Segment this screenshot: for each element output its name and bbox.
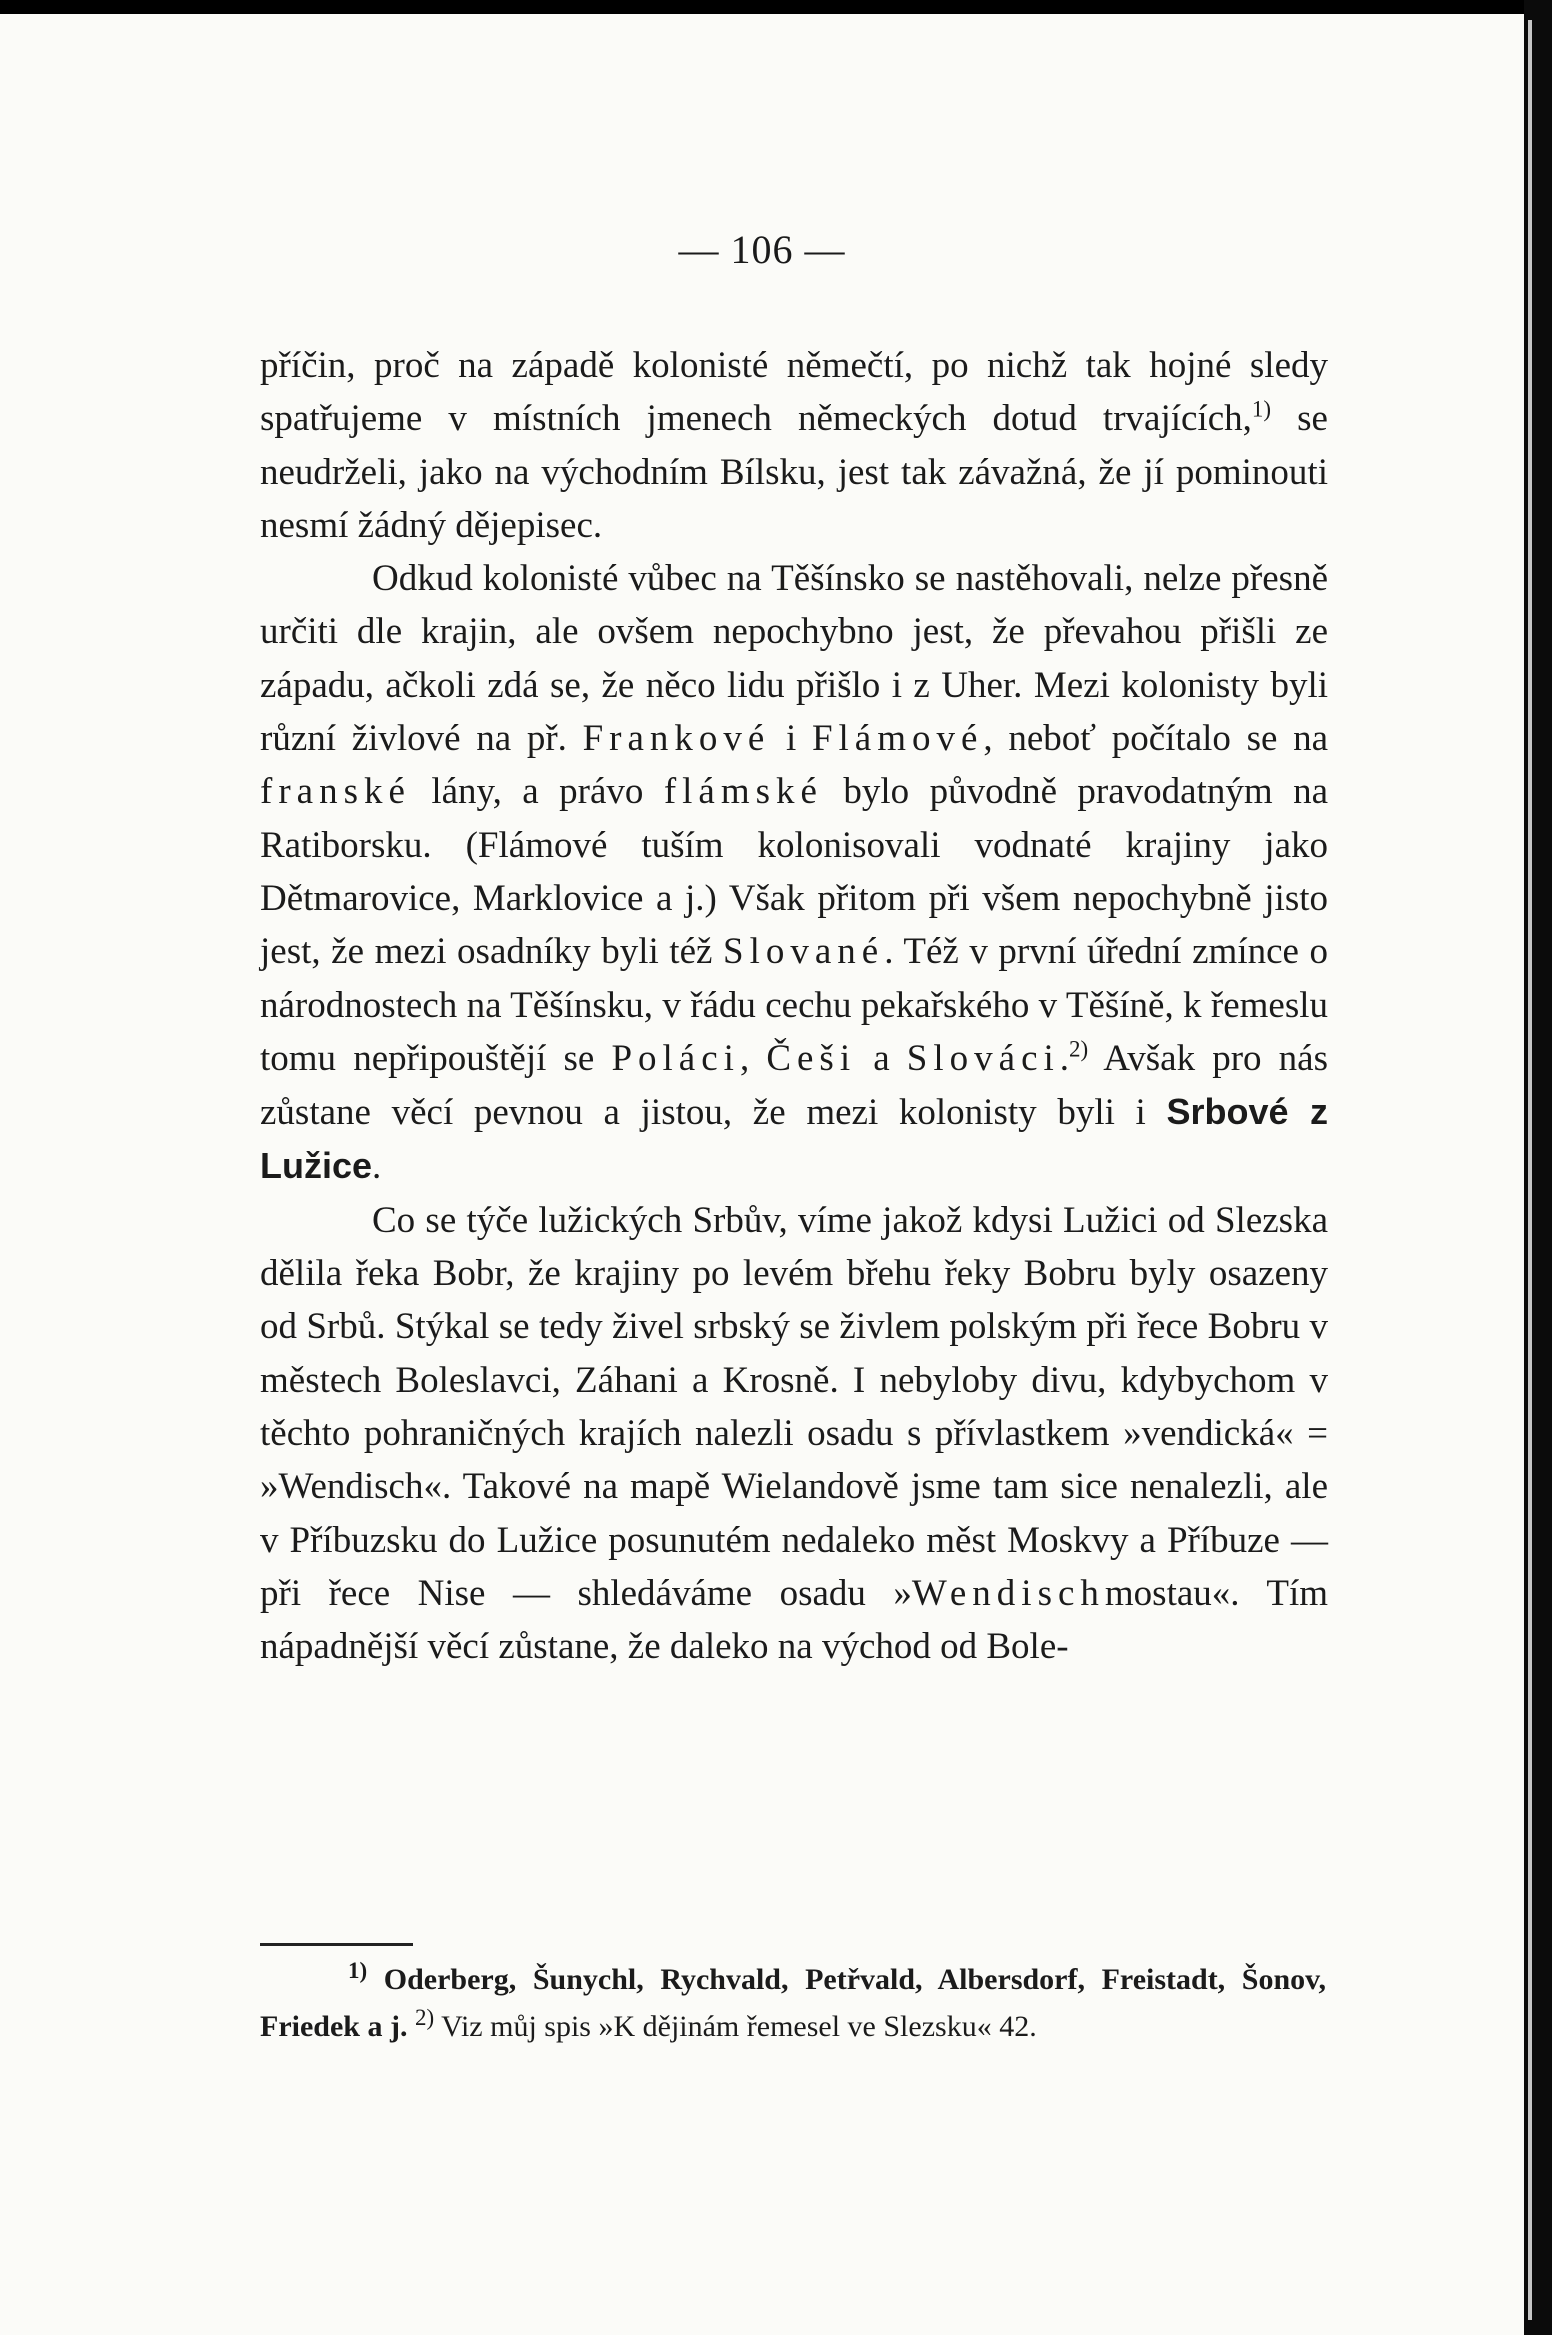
footnote-marker: 1) <box>1251 396 1272 422</box>
footnote-marker: 2) <box>414 2005 435 2030</box>
footnote-marker: 2) <box>1069 1036 1089 1062</box>
emphasized-term: franské <box>260 771 411 813</box>
emphasized-term: flámské <box>663 771 823 813</box>
paragraph-2: Odkud kolonisté vůbec na Těšínsko se nastěhovali, nelze přesně určiti dle krajin, ale ovšem nepochybno jest, že převahou přišli ze západu, ačkoli zdá se, že něco lidu přišlo i z Uher. Mezi kolonisty byli různí živlové na př. Frankové i Flámové, neboť počítalo se na franské lány, a právo flámské bylo původně pravodatným na Ratiborsku. (Flámové tuším kolonisovali vodnaté krajiny jako Dětmarovice, Marklovice a j.) Však přitom při všem nepochybně jisto jest, že mezi osadníky byli též Slované. Též v první úřední zmínce o národnostech na Těšínsku, v řádu cechu pekařského v Těšíně, k řemeslu tomu nepřipouštějí se Poláci, Češi a Slováci.$^{2)}$ Avšak pro nás zůstane věcí pevnou a jistou, že mezi kolonisty byli i Srbové z Lužice. <box>260 558 1329 1188</box>
emphasized-term: Slováci <box>906 1037 1060 1079</box>
emphasized-term: Slované <box>723 931 885 973</box>
page-edge-line <box>1528 20 1532 2320</box>
emphasized-term: Češi <box>766 1037 857 1079</box>
main-text <box>260 339 1328 1673</box>
bold-term: Srbové z Lužice <box>260 1091 1329 1187</box>
footnote-separator <box>260 1943 413 1946</box>
page-number: — 106 — <box>678 227 846 272</box>
paragraph-1: příčin, proč na západě kolonisté němečtí, po nichž tak hojné sledy spatřujeme v místních jmenech německých dotud trvajících,$^{1)}$ se neudrželi, jako na východním Bílsku, jest tak závažná, že jí pominouti nesmí žádný dějepisec. <box>260 345 1328 546</box>
emphasized-term: Frankové <box>582 718 771 760</box>
emphasized-term: Wendisch <box>911 1572 1105 1614</box>
book-page <box>0 14 1524 2335</box>
emphasized-term: Flámové <box>811 718 984 760</box>
paragraph-3: Co se týče lužických Srbův, víme jakož kdysi Lužici od Slezska dělila řeka Bobr, že krajiny po levém břehu řeky Bobru byly osazeny od Srbů. Stýkal se tedy živel srbský se živlem polským při řece Bobru v městech Boleslavci, Záhani a Krosně. I nebyloby divu, kdybychom v těchto pohraničných krajích nalezli osadu s přívlastkem »vendická« = »Wendisch«. Takové na mapě Wielandově jsme tam sice nenalezli, ale v Příbuzsku do Lužice posunutém nedaleko měst Moskvy a Příbuze — při řece Nise — shledáváme osadu »Wendischmostau«. Tím nápadnější věcí zůstane, že daleko na východ od Bole- <box>260 1199 1329 1668</box>
footnote-marker: 1) <box>348 1958 368 1983</box>
footnote-text: Viz můj spis »K dějinám řemesel ve Slezsku« 42. <box>434 2010 1037 2043</box>
emphasized-term: Poláci <box>611 1037 740 1079</box>
footnotes <box>260 1956 1326 2050</box>
footnote-1: $^{1)}$ Oderberg, Šunychl, Rychvald, Petřvald, Albersdorf, Freistadt, Šonov, Friedek a j. $^{2)}$ Viz můj spis »K dějinám řemesel ve Slezsku« 42. <box>260 1958 1326 2043</box>
